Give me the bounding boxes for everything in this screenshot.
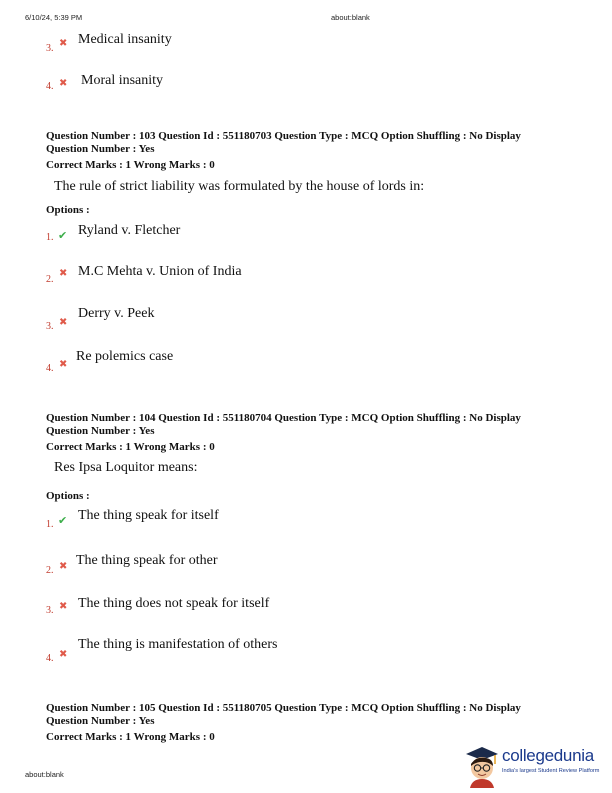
question-marks: Correct Marks : 1 Wrong Marks : 0 — [46, 731, 215, 743]
cross-icon: ✖ — [59, 359, 68, 370]
cross-icon: ✖ — [59, 78, 68, 89]
check-icon: ✔ — [58, 514, 68, 527]
question-display: Question Number : Yes — [46, 143, 155, 155]
question-meta: Question Number : 105 Question Id : 551180705 Question Type : MCQ Option Shuffling : No Display — [46, 702, 521, 714]
collegedunia-logo — [462, 744, 604, 788]
cross-icon: ✖ — [59, 317, 68, 328]
option-text: Derry v. Peek — [78, 306, 155, 321]
option-text: The thing speak for itself — [78, 508, 219, 523]
question-meta: Question Number : 103 Question Id : 551180703 Question Type : MCQ Option Shuffling : No Display — [46, 130, 521, 142]
options-label: Options : — [46, 490, 90, 502]
option-number: 3. — [46, 605, 54, 616]
cross-icon: ✖ — [59, 268, 68, 279]
question-marks: Correct Marks : 1 Wrong Marks : 0 — [46, 441, 215, 453]
check-icon: ✔ — [58, 229, 68, 242]
question-display: Question Number : Yes — [46, 425, 155, 437]
option-number: 2. — [46, 274, 54, 285]
options-label: Options : — [46, 204, 90, 216]
brand-name: collegedunia — [502, 746, 594, 765]
question-text: The rule of strict liability was formulated by the house of lords in: — [54, 179, 425, 194]
question-text: Res Ipsa Loquitor means: — [54, 460, 198, 475]
cross-icon: ✖ — [59, 38, 68, 49]
option-text: M.C Mehta v. Union of India — [78, 264, 242, 279]
option-number: 2. — [46, 565, 54, 576]
option-number: 4. — [46, 653, 54, 664]
brand-tagline: India's largest Student Review Platform — [502, 768, 600, 774]
option-text: Medical insanity — [78, 32, 172, 47]
question-marks: Correct Marks : 1 Wrong Marks : 0 — [46, 159, 215, 171]
cross-icon: ✖ — [59, 601, 68, 612]
option-number: 3. — [46, 321, 54, 332]
cross-icon: ✖ — [59, 561, 68, 572]
print-title: about:blank — [331, 13, 370, 22]
option-text: Ryland v. Fletcher — [78, 223, 181, 238]
option-text: The thing does not speak for itself — [78, 596, 270, 611]
option-text: Moral insanity — [81, 73, 164, 88]
option-number: 4. — [46, 363, 54, 374]
question-display: Question Number : Yes — [46, 715, 155, 727]
option-number: 1. — [46, 232, 54, 243]
cross-icon: ✖ — [59, 649, 68, 660]
option-text: The thing speak for other — [76, 553, 218, 568]
option-number: 4. — [46, 81, 54, 92]
print-datetime: 6/10/24, 5:39 PM — [25, 13, 83, 22]
option-number: 1. — [46, 519, 54, 530]
question-meta: Question Number : 104 Question Id : 551180704 Question Type : MCQ Option Shuffling : No Display — [46, 412, 521, 424]
option-number: 3. — [46, 43, 54, 54]
student-mascot-icon — [462, 744, 500, 788]
print-footer-url: about:blank — [25, 770, 64, 779]
option-text: Re polemics case — [76, 349, 174, 364]
option-text: The thing is manifestation of others — [78, 637, 278, 652]
